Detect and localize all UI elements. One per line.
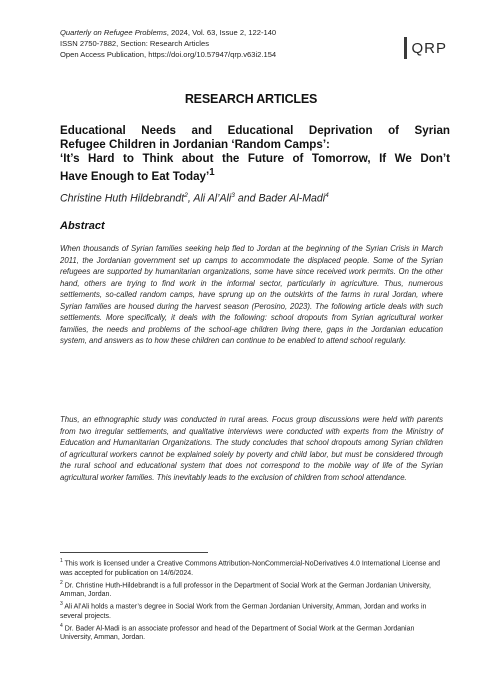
author-name: Christine Huth Hildebrandt (60, 192, 185, 205)
journal-header (60, 27, 400, 60)
author-name: Bader Al-Madi (258, 192, 326, 205)
abstract-heading: Abstract (60, 220, 105, 232)
author-footnote-marker[interactable]: 4 (325, 192, 329, 199)
title-footnote-marker[interactable]: 1 (209, 167, 215, 178)
article-title (60, 124, 450, 184)
title-line-1: Educational Needs and Educational Deprivation of Syrian (60, 124, 450, 137)
author-name: Ali Al’Ali (193, 192, 232, 205)
footnote (60, 579, 445, 601)
access-line (60, 49, 400, 60)
footnote-text: Ali Al’Ali holds a master’s degree in Social Work from the German Jordanian University, Amman, Jordan and works in several projects. (60, 603, 427, 620)
doi-link[interactable]: https://doi.org/10.57947/qrp.v63i2.154 (148, 50, 277, 59)
citation-line (60, 27, 400, 38)
logo-bar (404, 37, 407, 59)
footnote-divider (60, 552, 208, 553)
footnote (60, 622, 445, 644)
footnote-number: 1 (60, 558, 63, 564)
footnotes (60, 557, 445, 643)
title-line-4-text: Have Enough to Eat Today’ (60, 169, 210, 183)
author-list (60, 192, 329, 205)
footnote-number: 2 (60, 579, 63, 586)
footnote-number: 4 (60, 622, 63, 629)
footnote-number: 3 (60, 601, 63, 608)
author-separator: and (234, 192, 259, 205)
journal-logo (404, 37, 447, 59)
title-line-4 (60, 166, 450, 184)
journal-name: Quarterly on Refugee Problems (60, 28, 167, 37)
title-line-3: ‘It’s Hard to Think about the Future of Tomorrow, If We Don’t (60, 152, 450, 165)
logo-text: QRP (411, 39, 448, 57)
footnote (60, 600, 445, 622)
citation-details: , 2024, Vol. 63, Issue 2, 122-140 (166, 28, 277, 37)
author-footnote-marker[interactable]: 3 (231, 192, 235, 199)
access-prefix: Open Access Publication, (60, 50, 149, 59)
footnote (60, 557, 445, 579)
author-separator: , (187, 192, 194, 205)
issn-line: ISSN 2750-7882, Section: Research Articles (60, 39, 210, 48)
section-title: RESEARCH ARTICLES (184, 92, 318, 106)
abstract-paragraph: Thus, an ethnographic study was conducted in rural areas. Focus group discussions were held with parents from two irregular settlements, and qualitative interviews were conducted with experts from the Ministry of Education and Humanitarian Organizations. The study concludes that school dropouts among Syrian children of agricultural workers cannot be explained solely by poverty and child labor, but must be considered through the rural school and educational system that does not correspond to the mobile way of life of the Syrian agricultural worker families. This inevitably leads to the exclusion of children from school attendance. (60, 415, 443, 482)
footnote-text: Dr. Christine Huth-Hildebrandt is a full professor in the Department of Social Work at the German Jordanian University, Amman, Jordan. (60, 581, 431, 599)
title-line-2: Refugee Children in Jordanian ‘Random Camps’: (60, 138, 330, 151)
footnote-text: Dr. Bader Al-Madi is an associate professor and head of the Department of Social Work at the German Jordanian University, Amman, Jordan. (60, 624, 415, 642)
footnote-text: This work is licensed under a Creative Commons Attribution-NonCommercial-NoDerivatives 4.0 International License and was accepted for publication on 14/6/2024. (60, 560, 441, 577)
abstract-paragraph: When thousands of Syrian families seeking help fled to Jordan at the beginning of the Syrian Crisis in March 2011, the Jordanian government set up camps to accommodate the displaced people. Some of the Syrian refugees are supported by humanitarian organizations, some have since received work permits. On the other hand, others are trying to find work in the informal sector, particularly in agriculture. Thus, numerous settlements, so-called random camps, have sprung up on the outskirts of the farms in rural Jordan, where Syrian families are housed during the harvest season (Perosino, 2023). The following article deals with such settlements. More specifically, it deals with the following: school dropouts from Syrian agricultural worker families, the needs and problems of the school-age children living there, gaps in the Jordanian education system, and answers as to how these children can continue to be enabled to attend school regularly. (60, 244, 443, 345)
author-footnote-marker[interactable]: 2 (184, 192, 188, 199)
